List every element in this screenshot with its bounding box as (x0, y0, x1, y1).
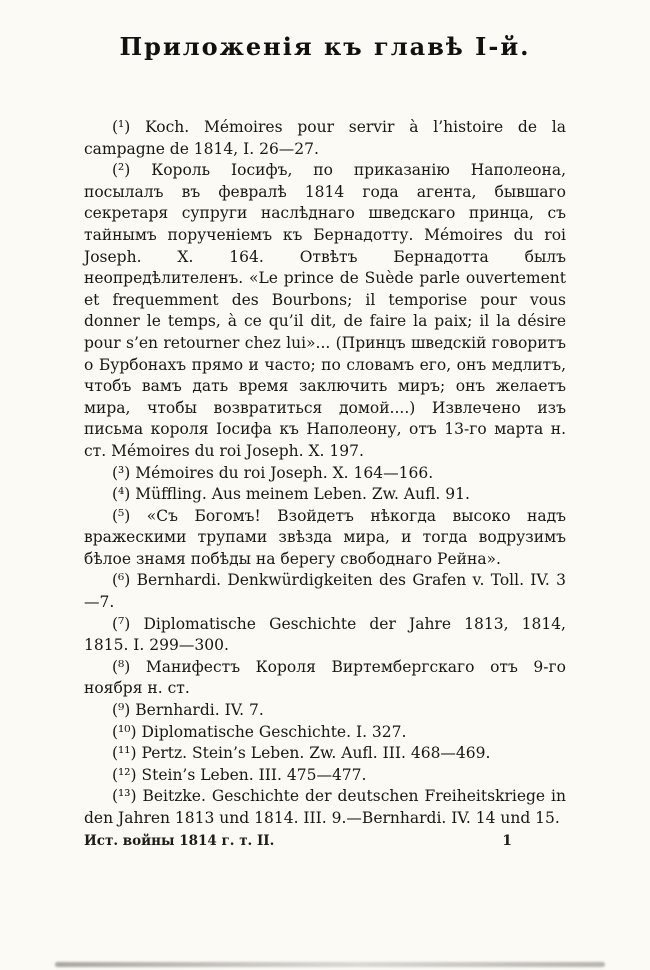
footnote-text: «Съ Богомъ! Взойдетъ нѣкогда высоко надъ вражескими трупами звѣзда мира, и тогда водрузимъ бѣлое знамя побѣды на берегу свободнаго Рейна». (84, 506, 566, 568)
footnote-marker: (⁵) (112, 506, 131, 525)
footnote-text: Bernhardi. IV. 7. (135, 701, 264, 720)
page-number: 1 (502, 832, 512, 849)
footnote-marker: (²) (112, 161, 131, 180)
footnote (84, 570, 566, 613)
footnote-text: Beitzke. Geschichte der deutschen Freiheitskriege in den Jahren 1813 und 1814. III. 9.—Bernhardi. IV. 14 und 15. (84, 787, 566, 827)
footnote (84, 657, 566, 700)
footnote-marker: (⁷) (112, 614, 131, 633)
footnote-marker: (³) (112, 463, 131, 482)
footnote (84, 614, 566, 657)
footnote (84, 700, 566, 722)
footnote-marker: (¹⁰) (112, 722, 137, 741)
footnote (84, 786, 566, 829)
scan-edge-artifact (55, 962, 605, 967)
footnote-text: Diplomatische Geschichte. I. 327. (141, 722, 407, 741)
footnote (84, 484, 566, 506)
footnote-marker: (⁸) (112, 657, 131, 676)
footnote-marker: (¹) (112, 118, 131, 136)
footnote (84, 117, 566, 160)
footnote (84, 160, 566, 462)
page-footer (84, 831, 566, 852)
footnote-text: Koch. Mémoires pour servir à l’histoire de la campagne de 1814, I. 26—27. (84, 118, 566, 158)
footnote-text: Mémoires du roi Joseph. X. 164—166. (135, 463, 434, 482)
footnote-marker: (¹³) (112, 787, 137, 806)
footnote-text: Bernhardi. Denkwürdigkeiten des Grafen v. Toll. IV. 3—7. (84, 571, 566, 612)
footnote-marker: (¹²) (112, 765, 137, 784)
footnote (84, 722, 566, 744)
footnote-text: Pertz. Stein’s Leben. Zw. Aufl. III. 468—469. (141, 744, 491, 763)
footnote-text: Müffling. Aus meinem Leben. Zw. Aufl. 91. (135, 485, 470, 504)
footnote-text: Манифестъ Короля Виртембергскаго отъ 9-го ноября н. ст. (84, 657, 566, 698)
footnote-text: Diplomatische Geschichte der Jahre 1813, 1814, 1815. I. 299—300. (84, 614, 566, 655)
footnote-marker: (⁴) (112, 485, 131, 504)
footnotes-section (84, 117, 566, 830)
footnote-text: Stein’s Leben. III. 475—477. (141, 765, 367, 784)
footnote (84, 743, 566, 765)
edition-signature: Ист. войны 1814 г. т. II. (84, 832, 275, 849)
footnote-marker: (¹¹) (112, 744, 137, 763)
footnote-marker: (⁹) (112, 701, 131, 720)
footnote-marker: (⁶) (112, 571, 131, 590)
footnote-text: Король Іосифъ, по приказанію Наполеона, посылалъ въ февралѣ 1814 года агента, бывшаго секретаря супруги наслѣднаго шведскаго принца, съ тайнымъ порученіемъ къ Бернадотту. Mémoires du roi Joseph. X. 164. Отвѣтъ Бернадотта былъ неопредѣлителенъ. «Le prince de Suède parle ouvertement et frequemment des Bourbons; il temporise pour vous donner le temps, à ce qu’il dit, de faire la paix; il la désire pour s’en retourner chez lui»... (Принцъ шведскій говоритъ о Бурбонахъ прямо и часто; по словамъ его, онъ медлитъ, чтобъ вамъ дать время заключить миръ; онъ желаетъ мира, чтобы возвратиться домой....) Извлечено изъ письма короля Іосифа къ Наполеону, отъ 13-го марта н. ст. Mémoires du roi Joseph. X. 197. (84, 161, 566, 460)
footnote (84, 506, 566, 571)
footnote (84, 765, 566, 787)
page-title: Приложенія къ главѣ I-й. (119, 32, 531, 61)
footnote (84, 463, 566, 485)
